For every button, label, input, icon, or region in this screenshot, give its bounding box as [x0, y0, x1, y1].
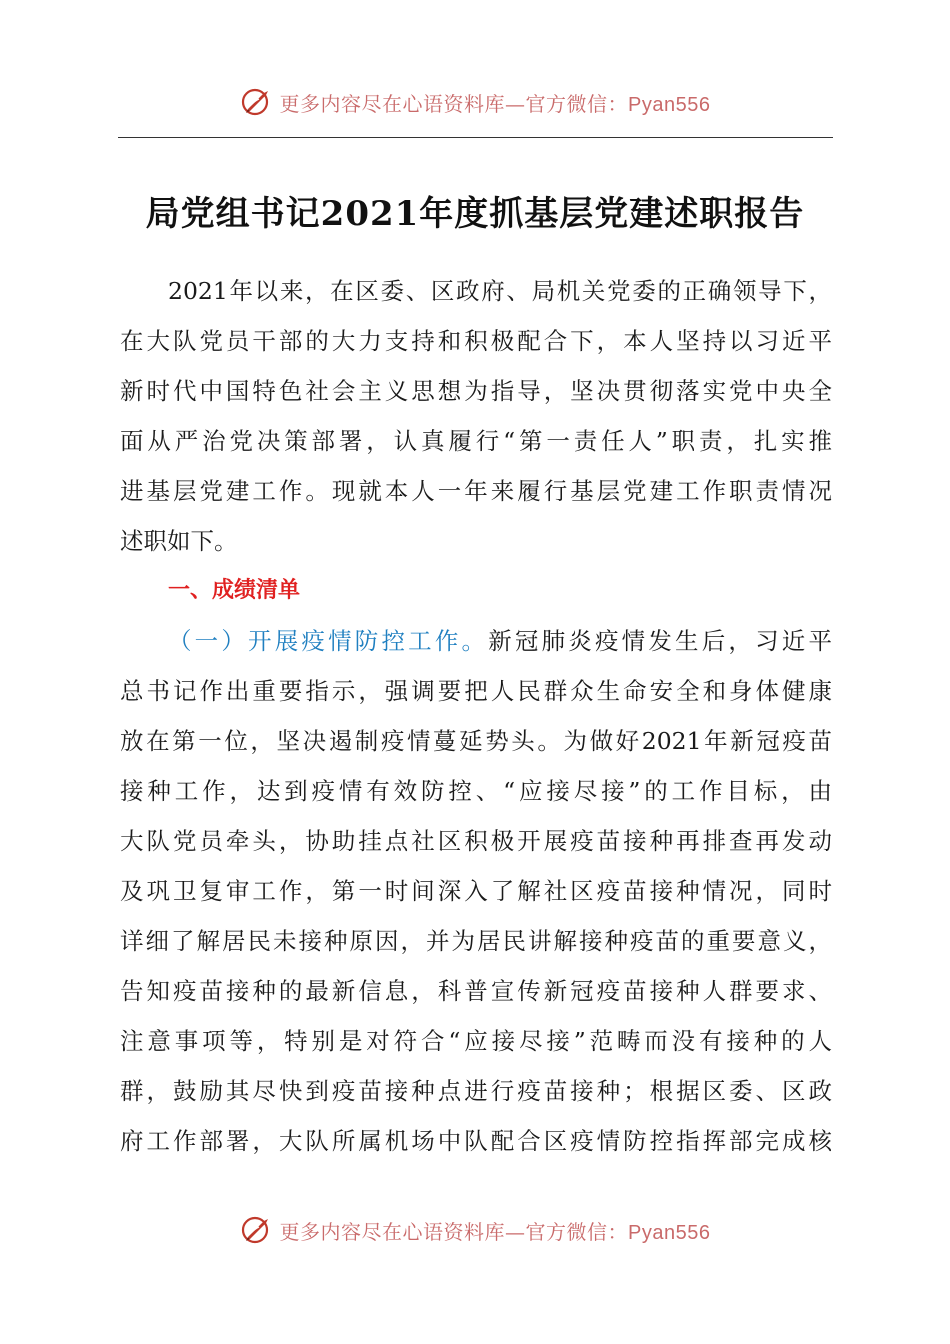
banner-account: Pyan556	[628, 1221, 711, 1244]
section-heading: 一、成绩清单	[168, 578, 301, 603]
banner-account: Pyan556	[628, 93, 711, 116]
paragraph-line: 注意事项等，特别是对符合“应接尽接”范畴而没有接种的人	[120, 1027, 832, 1055]
paragraph-line: 群，鼓励其尽快到疫苗接种点进行疫苗接种；根据区委、区政	[120, 1077, 832, 1105]
banner-text: 更多内容尽在心语资料库—官方微信：Pyan556	[279, 1219, 711, 1244]
paragraph-line: 接种工作，达到疫情有效防控、“应接尽接”的工作目标，由	[120, 777, 832, 805]
paragraph-line: 府工作部署，大队所属机场中队配合区疫情防控指挥部完成核	[120, 1127, 832, 1155]
footer-banner	[0, 1208, 950, 1252]
pen-logo-icon	[240, 1213, 274, 1247]
paragraph-line: 总书记作出重要指示，强调要把人民群众生命安全和身体健康	[120, 677, 832, 705]
paragraph-line: 2021年以来，在区委、区政府、局机关党委的正确领导下，	[168, 277, 832, 305]
paragraph-line	[120, 616, 832, 666]
header-banner	[0, 80, 950, 124]
paragraph-line: 大队党员牵头，协助挂点社区积极开展疫苗接种再排查再发动	[120, 827, 832, 855]
paragraph-line: 告知疫苗接种的最新信息，科普宣传新冠疫苗接种人群要求、	[120, 977, 832, 1005]
banner-text: 更多内容尽在心语资料库—官方微信：Pyan556	[279, 91, 711, 116]
paragraph-line: 新时代中国特色社会主义思想为指导，坚决贯彻落实党中央全	[120, 377, 832, 405]
subsection-heading: （一）开展疫情防控工作。	[168, 627, 489, 655]
pen-logo-icon	[240, 85, 274, 119]
header-divider	[118, 137, 833, 138]
paragraph-line: 在大队党员干部的大力支持和积极配合下，本人坚持以习近平	[120, 327, 832, 355]
paragraph-line: 述职如下。	[120, 527, 238, 555]
paragraph-line: 详细了解居民未接种原因，并为居民讲解接种疫苗的重要意义，	[120, 927, 832, 955]
paragraph-text: 新冠肺炎疫情发生后，习近平	[488, 627, 832, 655]
paragraph-line: 进基层党建工作。现就本人一年来履行基层党建工作职责情况	[120, 477, 832, 505]
document-body	[120, 266, 832, 1166]
paragraph-line: 面从严治党决策部署，认真履行“第一责任人”职责，扎实推	[120, 427, 832, 455]
paragraph-line: 放在第一位，坚决遏制疫情蔓延势头。为做好2021年新冠疫苗	[120, 727, 832, 755]
paragraph-line: 及巩卫复审工作，第一时间深入了解社区疫苗接种情况，同时	[120, 877, 832, 905]
document-title: 局党组书记2021年度抓基层党建述职报告	[145, 194, 805, 234]
